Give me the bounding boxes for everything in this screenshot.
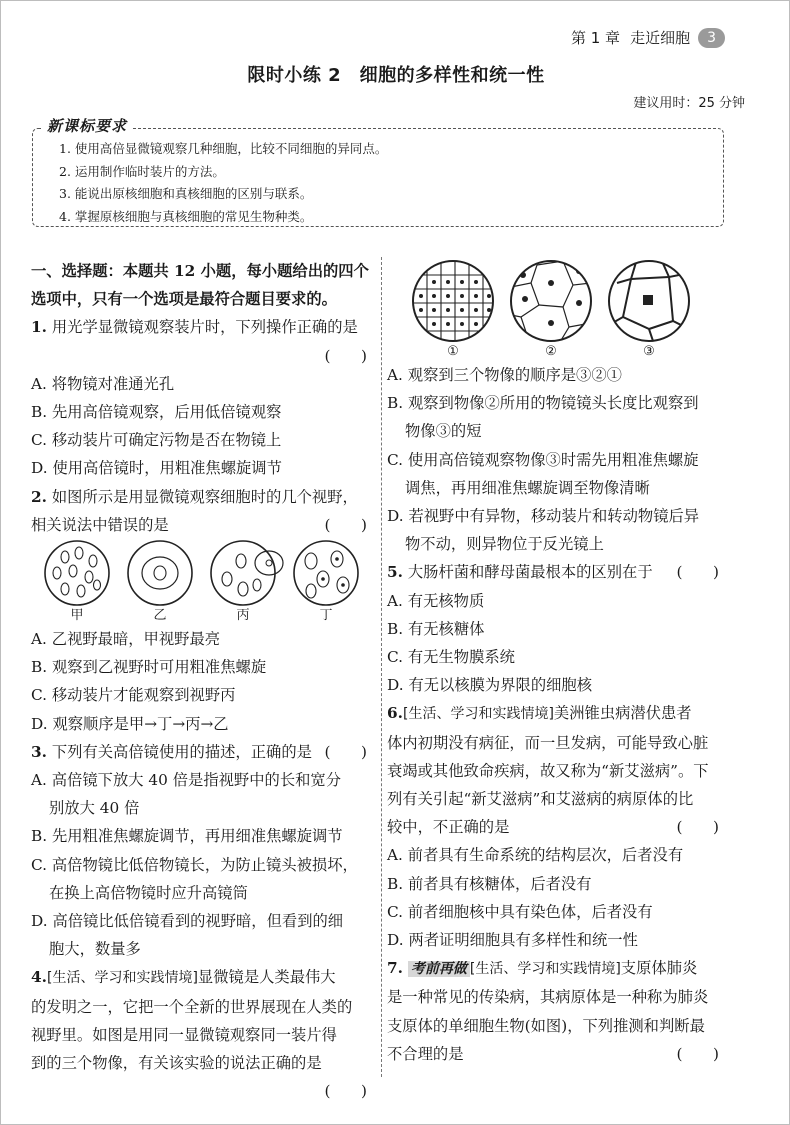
label-bing: 丙 (236, 608, 250, 624)
option-a: A. 观察到三个物像的顺序是③②① (387, 366, 622, 384)
option-b: B. 先用高倍镜观察，后用低倍镜观察 (31, 403, 282, 422)
option-b: B. 观察到物像②所用的物镜镜头长度比观察到 (387, 394, 699, 413)
answer-bracket: ( ) (324, 515, 367, 534)
question-number: 6. (387, 704, 403, 723)
field-bing (211, 541, 283, 605)
section-heading: 一、选择题：本题共 12 小题，每小题给出的四个 (31, 262, 369, 280)
question-6-stem-cont: 体内初期没有病征，而一旦发病，可能导致心脏 (387, 733, 709, 752)
option-a: A. 高倍镜下放大 40 倍是指视野中的长和宽分 (31, 771, 342, 790)
question-2-stem-cont (31, 511, 377, 539)
question-7-stem (387, 954, 729, 983)
question-3-stem (31, 738, 377, 766)
option-d-cont: 物不动，则异物位于反光镜上 (405, 535, 604, 554)
suggested-time: 建议用时：25 分钟 (633, 96, 745, 111)
option-d: D. 观察顺序是甲→丁→丙→乙 (31, 714, 229, 733)
question-number: 7. (387, 959, 403, 978)
microscope-field-figure (31, 539, 377, 607)
option-d-cont: 胞大，数量多 (49, 940, 141, 959)
option-d: D. 高倍镜比低倍镜看到的视野暗，但看到的细 (31, 912, 344, 931)
requirements-title: 新课标要求 (41, 115, 133, 136)
question-6-stem-cont: 衰竭或其他致命疾病，故又称为“新艾滋病”。下 (387, 761, 709, 780)
answer-bracket: ( ) (324, 742, 367, 761)
page-title: 限时小练 2 细胞的多样性和统一性 (247, 65, 545, 86)
context-tag: [生活、学习和实践情境] (46, 970, 198, 987)
answer-bracket: ( ) (324, 1082, 367, 1101)
option-b-cont: 物像③的短 (405, 422, 482, 441)
question-4-stem (31, 963, 377, 992)
label-3: ③ (643, 344, 655, 359)
stem-text: 支原体肺炎 (620, 959, 698, 978)
label-jia: 甲 (70, 608, 84, 624)
label-ding: 丁 (319, 608, 333, 624)
question-7-stem-cont: 支原体的单细胞生物(如图)，下列推测和判断最 (387, 1016, 705, 1035)
option-b: B. 观察到乙视野时可用粗准焦螺旋 (31, 658, 267, 677)
cell-image-1 (407, 257, 499, 343)
answer-bracket: ( ) (676, 563, 719, 582)
option-c: C. 有无生物膜系统 (387, 648, 515, 667)
question-number: 3. (31, 742, 47, 761)
option-a: A. 乙视野最暗，甲视野最亮 (31, 630, 221, 649)
question-7-stem-cont (387, 1040, 729, 1068)
page-header (571, 27, 725, 48)
option-a: A. 有无核物质 (387, 591, 485, 610)
figure-labels (387, 343, 729, 361)
option-a: A. 前者具有生命系统的结构层次，后者没有 (387, 846, 684, 865)
stem-text: 较中，不正确的是 (387, 818, 510, 837)
cell-image-3 (609, 259, 689, 343)
label-1: ① (447, 344, 459, 359)
requirements-list (59, 138, 387, 228)
option-d: D. 若视野中有异物，移动装片和转动物镜后异 (387, 507, 700, 526)
question-4-stem-cont: 视野里。如图是用同一显微镜观察同一装片得 (31, 1025, 337, 1044)
option-a-cont: 别放大 40 倍 (49, 799, 140, 818)
requirement-item: 3. 能说出原核细胞和真核细胞的区别与联系。 (59, 186, 313, 201)
option-c: C. 前者细胞核中具有染色体，后者没有 (387, 902, 653, 921)
question-1-stem (31, 313, 377, 341)
option-b: B. 前者具有核糖体，后者没有 (387, 874, 592, 893)
field-yi (128, 541, 192, 605)
question-7-stem-cont: 是一种常见的传染病，其病原体是一种称为肺炎 (387, 988, 709, 1007)
stem-text: 相关说法中错误的是 (31, 515, 169, 534)
question-2-stem (31, 483, 377, 511)
answer-bracket: ( ) (676, 818, 719, 837)
option-b: B. 先用粗准焦螺旋调节，再用细准焦螺旋调节 (31, 827, 343, 846)
question-6-stem-cont (387, 813, 729, 841)
figure-labels (31, 607, 377, 625)
option-d: D. 使用高倍镜时，用粗准焦螺旋调节 (31, 459, 282, 478)
label-2: ② (545, 344, 557, 359)
context-tag: [生活、学习和实践情境] (469, 961, 621, 978)
stem-text: 下列有关高倍镜使用的描述，正确的是 (51, 742, 312, 761)
option-c: C. 移动装片才能观察到视野丙 (31, 686, 236, 705)
stem-text: 不合理的是 (387, 1044, 464, 1063)
answer-bracket: ( ) (676, 1044, 719, 1063)
stem-text: 如图所示是用显微镜观察细胞时的几个视野， (51, 487, 358, 506)
context-tag: [生活、学习和实践情境] (402, 706, 554, 723)
chapter-label: 第 1 章 (570, 29, 621, 47)
field-ding (294, 541, 358, 605)
requirement-item: 2. 运用制作临时装片的方法。 (59, 163, 225, 179)
cell-image-2 (511, 261, 591, 343)
option-c: C. 使用高倍镜观察物像③时需先用粗准焦螺旋 (387, 450, 699, 469)
label-yi: 乙 (153, 608, 167, 624)
column-divider (381, 257, 382, 1077)
question-6-stem (387, 699, 729, 728)
field-jia (45, 541, 109, 605)
left-column (31, 257, 377, 1105)
option-d: D. 有无以核膜为界限的细胞核 (387, 676, 593, 695)
page-number-badge: 3 (698, 28, 725, 48)
stem-text: 显微镜是人类最伟大 (197, 968, 336, 987)
requirement-item: 1. 使用高倍显微镜观察几种细胞，比较不同细胞的异同点。 (59, 141, 388, 156)
right-column (387, 257, 729, 1068)
question-6-stem-cont: 列有关引起“新艾滋病”和艾滋病的病原体的比 (387, 790, 694, 809)
cell-images-figure (387, 257, 729, 343)
option-c: C. 高倍物镜比低倍物镜长，为防止镜头被损坏， (31, 855, 358, 874)
stem-text: 大肠杆菌和酵母菌最根本的区别在于 (407, 563, 653, 582)
requirement-item: 4. 掌握原核细胞与真核细胞的常见生物种类。 (59, 208, 313, 224)
answer-bracket: ( ) (324, 346, 367, 365)
question-5-stem (387, 558, 729, 586)
section-label: 走近细胞 (630, 29, 691, 47)
option-c-cont: 调焦，再用细准焦螺旋调至物像清晰 (405, 478, 650, 497)
option-b: B. 有无核糖体 (387, 619, 485, 638)
option-c: C. 移动装片可确定污物是否在物镜上 (31, 431, 282, 450)
question-number: 2. (31, 487, 47, 506)
option-d: D. 两者证明细胞具有多样性和统一性 (387, 931, 638, 950)
stem-text: 美洲锥虫病潜伏患者 (553, 704, 692, 723)
review-highlight-badge: 考前再做 (408, 961, 470, 977)
question-number: 4. (31, 968, 47, 987)
section-heading-cont: 选项中，只有一个选项是最符合题目要求的。 (31, 290, 337, 309)
stem-text: 用光学显微镜观察装片时，下列操作正确的是 (51, 318, 358, 337)
question-4-stem-cont: 的发明之一，它把一个全新的世界展现在人类的 (31, 997, 353, 1016)
question-number: 5. (387, 563, 403, 582)
option-a: A. 将物镜对准通光孔 (31, 374, 175, 393)
question-number: 1. (31, 318, 47, 337)
option-c-cont: 在换上高倍物镜时应升高镜筒 (49, 883, 248, 902)
question-4-stem-cont: 到的三个物像，有关该实验的说法正确的是 (31, 1054, 322, 1073)
